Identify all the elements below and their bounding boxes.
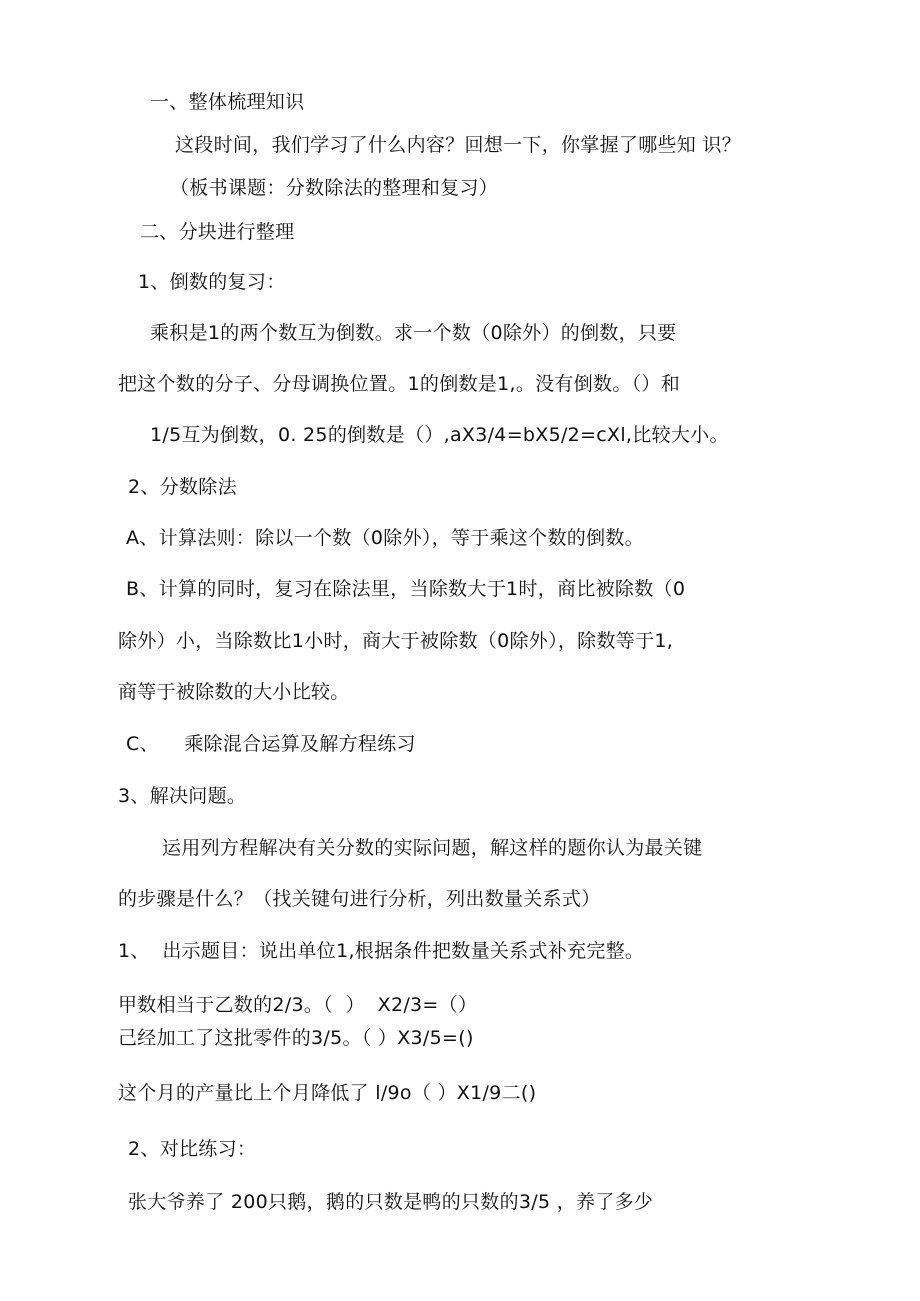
paragraph-line: 这段时间，我们学习了什么内容？回想一下，你掌握了哪些知 识？ [175, 134, 742, 156]
exercise-line: 甲数相当于乙数的2/3。（ ） X2/3=（） [118, 994, 478, 1016]
subheading-comparison-practice: 2、对比练习： [128, 1138, 257, 1160]
paragraph-line: 除外）小，当除数比1小时，商大于被除数（0除外），除数等于1, [118, 630, 674, 652]
paragraph-line: 把这个数的分子、分母调换位置。1的倒数是1,。没有倒数。（）和 [118, 373, 681, 395]
paragraph-line: 商等于被除数的大小比较。 [118, 681, 350, 703]
subheading-problem-solving: 3、解决问题。 [118, 785, 247, 807]
paragraph-line: C、 乘除混合运算及解方程练习 [126, 733, 416, 755]
exercise-line: 己经加工了这批零件的3/5。（ ）X3/5=() [118, 1027, 474, 1049]
paragraph-line: 的步骤是什么？（找关键句进行分析，列出数量关系式） [118, 888, 601, 910]
section-heading-review-knowledge: 一、整体梳理知识 [150, 91, 305, 113]
paragraph-line: 张大爷养了 200只鹅，鹅的只数是鸭的只数的3/5 ，养了多少 [128, 1191, 654, 1213]
section-heading-organize: 二、分块进行整理 [140, 221, 295, 243]
paragraph-line: A、计算法则：除以一个数（0除外），等于乘这个数的倒数。 [126, 527, 644, 549]
paragraph-line: 乘积是1的两个数互为倒数。求一个数（0除外）的倒数，只要 [150, 322, 677, 344]
paragraph-line: 1/5互为倒数，0. 25的倒数是（）,aX3/4=bX5/2=cXl,比较大小。 [150, 424, 729, 446]
subheading-fraction-division: 2、分数除法 [128, 476, 237, 498]
subheading-reciprocal: 1、倒数的复习： [138, 271, 286, 293]
paragraph-line: 运用列方程解决有关分数的实际问题，解这样的题你认为最关键 [162, 837, 703, 859]
paragraph-line: B、计算的同时，复习在除法里，当除数大于1时，商比被除数（0 [126, 578, 686, 600]
exercise-line: 这个月的产量比上个月降低了 l/9o（ ）X1/9二() [118, 1082, 537, 1104]
paragraph-line: 1、 出示题目：说出单位1,根据条件把数量关系式补充完整。 [118, 940, 645, 962]
paragraph-line: （板书课题：分数除法的整理和复习） [170, 177, 499, 199]
